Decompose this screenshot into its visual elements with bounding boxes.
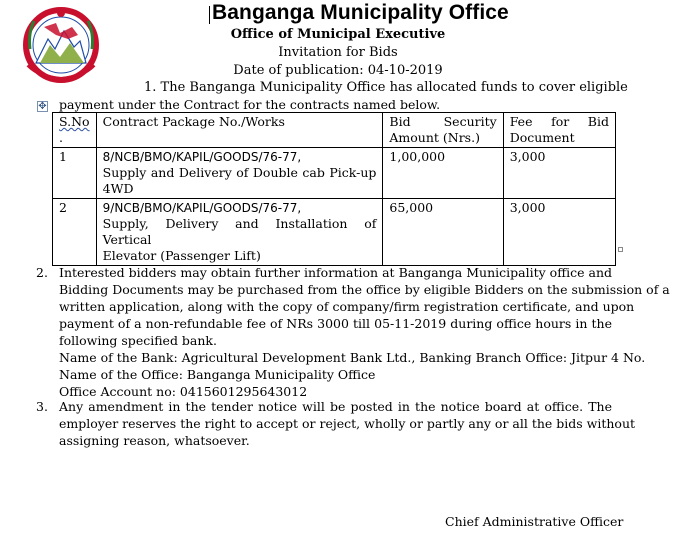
row-fee: 3,000	[503, 148, 615, 199]
paragraph-2-text: Interested bidders may obtain further information at Banganga Municipality office and Bidding Documents may be purchased from the office by eligible Bidders on the submission of a written application, along with the copy of company/firm registration certificate, and upon payment of a non-refundable fee of NRs 3000 till 05-11-2019 during office hours in the following specified bank. Name of the Bank: Agricultural Development Bank Ltd., Banking Branch Office: Jitpur 4 No. Name of the Office: Banganga Municipality Office Office Account no: 0415601295643012	[59, 265, 670, 399]
office-name: Name of the Office: Banganga Municipality Office	[59, 367, 376, 382]
notice-type: Invitation for Bids	[278, 45, 398, 60]
row-security: 65,000	[383, 199, 503, 266]
table-resize-handle[interactable]	[618, 247, 623, 252]
signature-title: Chief Administrative Officer	[445, 514, 624, 529]
row-package: 8/NCB/BMO/KAPIL/GOODS/76-77, Supply and Delivery of Double cab Pick-up 4WD	[96, 148, 383, 199]
contracts-table	[52, 112, 616, 266]
account-number: Office Account no: 0415601295643012	[59, 384, 308, 399]
page-title: Banganga Municipality Office	[212, 1, 509, 24]
row-sno: 2	[53, 199, 97, 266]
table-header-row	[53, 113, 616, 148]
table-row	[53, 199, 616, 266]
bank-name: Name of the Bank: Agricultural Development Bank Ltd., Banking Branch Office: Jitpur 4 No.	[59, 350, 646, 365]
header-security: Bid Security Amount (Nrs.)	[383, 113, 503, 148]
header-sno: S.No .	[53, 113, 97, 148]
table-row	[53, 148, 616, 199]
row-package: 9/NCB/BMO/KAPIL/GOODS/76-77, Supply, Delivery and Installation of Vertical Elevator (Passenger Lift)	[96, 199, 383, 266]
row-sno: 1	[53, 148, 97, 199]
header-package: Contract Package No./Works	[96, 113, 383, 148]
row-fee: 3,000	[503, 199, 615, 266]
paragraph-number: 3.	[36, 399, 48, 414]
paragraph-number: 2.	[36, 265, 48, 280]
text-cursor	[209, 6, 210, 24]
table-move-handle-icon[interactable]: ✥	[38, 101, 47, 112]
paragraph-3-text: Any amendment in the tender notice will be posted in the notice board at office. The employer reserves the right to accept or reject, wholly or partly any or all the bids without assigning reason, whatsoever.	[59, 399, 636, 448]
intro-line-1: 1. The Banganga Municipality Office has allocated funds to cover eligible	[144, 80, 628, 95]
intro-line-2: payment under the Contract for the contracts named below.	[59, 97, 441, 112]
office-subtitle: Office of Municipal Executive	[230, 27, 446, 42]
header-fee: Fee for Bid Document	[503, 113, 615, 148]
publication-date: Date of publication: 04-10-2019	[233, 63, 443, 78]
row-security: 1,00,000	[383, 148, 503, 199]
